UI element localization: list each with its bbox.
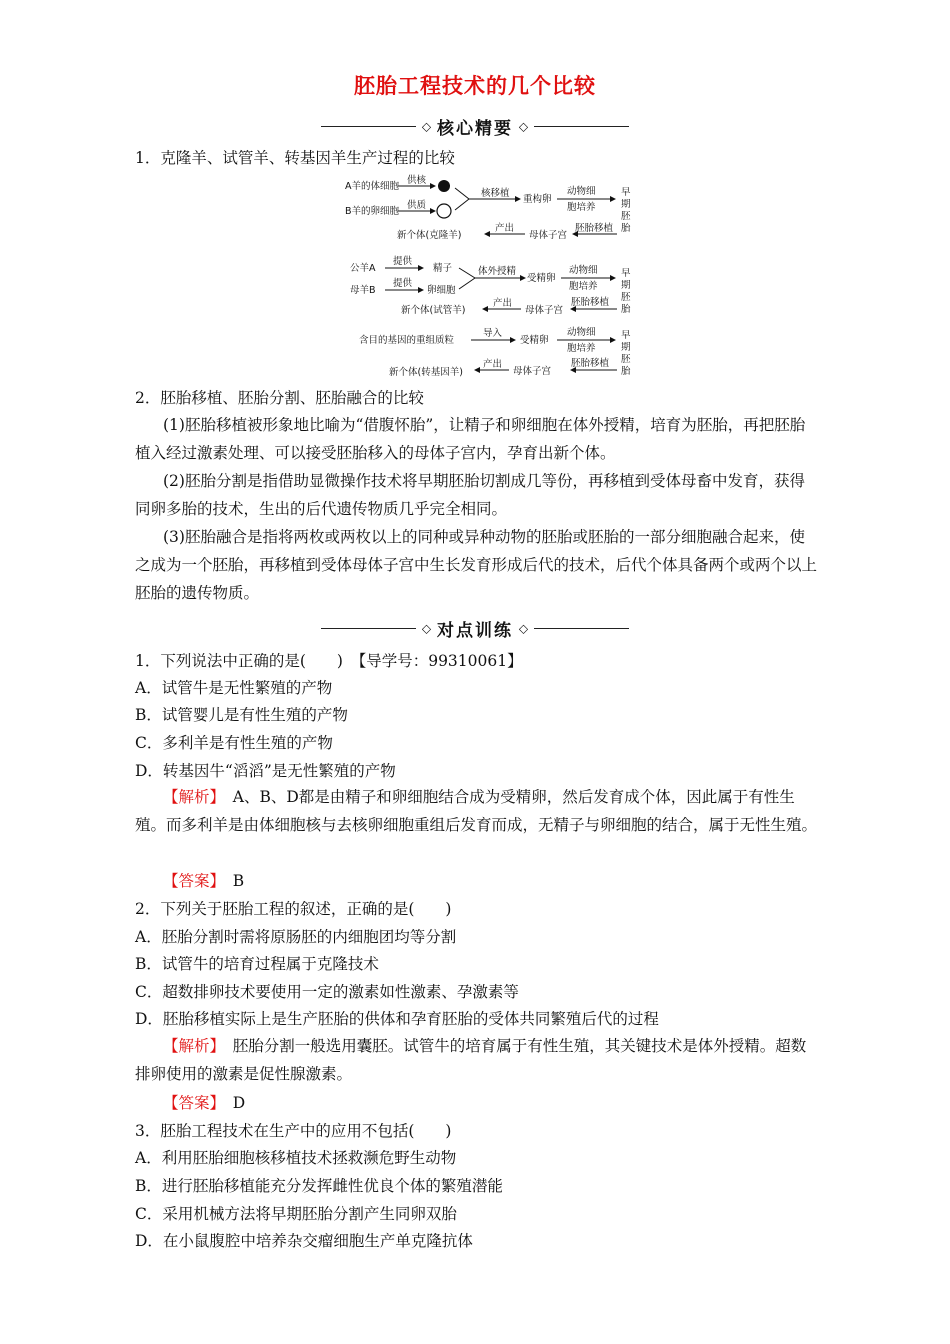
diagram-label: 新个体(克隆羊) <box>397 230 462 241</box>
diagram-label: 精子 <box>433 263 453 274</box>
section-label: 对点训练 <box>437 621 513 641</box>
diagram-label: 母体子宫 <box>513 366 552 377</box>
diagram-label: 早 <box>621 268 631 279</box>
diagram-label: 母体子宫 <box>529 230 568 241</box>
question-2-stem: 2．下列关于胚胎工程的叙述，正确的是( ) <box>135 900 452 918</box>
analysis-text: 胚胎分割一般选用囊胚。试管牛的培育属于有性生殖，其关键技术是体外授精。超数排卵使用的激素是促性腺激素。 <box>135 1037 807 1083</box>
analysis-tag: 【解析】 <box>163 788 218 806</box>
question-2-option: A．胚胎分割时需将原肠胚的内细胞团均等分割 <box>135 928 457 946</box>
diagram-label: 产出 <box>483 359 503 370</box>
question-1-option: A．试管牛是无性繁殖的产物 <box>135 679 333 697</box>
diagram-label: 卵细胞 <box>427 285 456 296</box>
answer-value: B <box>232 872 245 890</box>
diagram-label: 含目的基因的重组质粒 <box>359 335 455 346</box>
diagram-label: A羊的体细胞 <box>345 181 399 192</box>
diagram-label: 动物细 <box>567 327 596 338</box>
question-1-option: C．多利羊是有性生殖的产物 <box>135 734 333 752</box>
point-1-heading: 1．克隆羊、试管羊、转基因羊生产过程的比较 <box>135 149 455 167</box>
question-3-option: A．利用胚胎细胞核移植技术拯救濒危野生动物 <box>135 1149 457 1167</box>
diagram-label: 胚 <box>621 211 631 222</box>
diagram-label: 供质 <box>407 200 427 211</box>
diagram-label: 提供 <box>393 256 413 267</box>
diagram-label: 体外授精 <box>478 266 517 277</box>
nucleus-dot-icon <box>438 180 450 192</box>
diagram-label: 新个体(转基因羊) <box>389 367 463 378</box>
diagram-label: 提供 <box>393 278 413 289</box>
divider-line <box>534 628 629 629</box>
diagram-label: 重构卵 <box>523 194 552 205</box>
section-header-core <box>0 114 950 139</box>
question-3-option: C．采用机械方法将早期胚胎分割产生同卵双胎 <box>135 1205 457 1223</box>
diagram-label: 产出 <box>493 298 513 309</box>
divider-line <box>534 126 629 127</box>
question-3-option: D．在小鼠腹腔中培养杂交瘤细胞生产单克隆抗体 <box>135 1232 473 1250</box>
paragraph-embryo-splitting: (2)胚胎分割是指借助显微操作技术将早期胚胎切割成几等份，再移植到受体母畜中发育，获得同卵多胎的技术，生出的后代遗传物质几乎完全相同。 <box>135 472 805 518</box>
analysis-text: A、B、D都是由精子和卵细胞结合成为受精卵，然后发育成个体，因此属于有性生殖。而多利羊是由体细胞核与去核卵细胞重组后发育而成，无精子与卵细胞的结合，属于无性生殖。 <box>135 788 818 834</box>
diagram-label: 早 <box>621 330 631 341</box>
question-2-option: B．试管牛的培育过程属于克隆技术 <box>135 955 379 973</box>
diagram-clone-group <box>345 174 631 241</box>
diagram-label: 受精卵 <box>520 335 549 346</box>
question-1-analysis <box>135 783 820 839</box>
diagram-label: 胞培养 <box>567 343 596 354</box>
paragraph-embryo-fusion: (3)胚胎融合是指将两枚或两枚以上的同种或异种动物的胚胎或胚胎的一部分细胞融合起来，使之成为一个胚胎，再移植到受体母体子宫中生长发育形成后代的技术，后代个体具备两个或两个以上胚胎的遗传物质。 <box>135 528 818 602</box>
answer-value: D <box>232 1094 246 1112</box>
diagram-connector <box>455 188 469 199</box>
diagram-label: 胚胎移植 <box>571 297 610 308</box>
diagram-label: 期 <box>621 280 631 291</box>
diagram-label: 早 <box>621 187 631 198</box>
question-2-option: D．胚胎移植实际上是生产胚胎的供体和孕育胚胎的受体共同繁殖后代的过程 <box>135 1010 659 1028</box>
question-3-stem: 3．胚胎工程技术在生产中的应用不包括( ) <box>135 1122 452 1140</box>
diagram-label: 期 <box>621 342 631 353</box>
diamond-icon: ◇ <box>421 119 432 134</box>
diagram-label: 母羊B <box>350 285 376 296</box>
diagram-label: 胚 <box>621 354 631 365</box>
diagram-label: B羊的卵细胞 <box>345 206 400 217</box>
analysis-tag: 【解析】 <box>163 1037 218 1055</box>
diagram-label: 胞培养 <box>569 281 598 292</box>
question-1-answer <box>163 871 244 891</box>
diagram-label: 导入 <box>483 328 503 339</box>
section-header-practice <box>0 616 950 641</box>
diamond-icon: ◇ <box>518 119 529 134</box>
question-2-answer <box>163 1093 245 1113</box>
diagram-label: 母体子宫 <box>525 305 564 316</box>
diagram-label: 胎 <box>621 223 631 234</box>
page-title: 胚胎工程技术的几个比较 <box>354 73 596 98</box>
diagram-label: 胚胎移植 <box>571 358 610 369</box>
divider-line <box>321 126 416 127</box>
diagram-label: 产出 <box>495 223 515 234</box>
diagram-label: 动物细 <box>567 186 596 197</box>
diagram-connector <box>459 268 475 278</box>
diagram-connector <box>459 278 475 289</box>
diagram-label: 核移植 <box>481 188 510 199</box>
diagram-transgenic-group <box>359 326 631 378</box>
diagram-label: 胚胎移植 <box>575 223 614 234</box>
question-3-option: B．进行胚胎移植能充分发挥雌性优良个体的繁殖潜能 <box>135 1177 503 1195</box>
question-1-stem: 1．下列说法中正确的是( ) 【导学号：99310061】 <box>135 652 523 670</box>
section-label: 核心精要 <box>437 119 513 139</box>
divider-line <box>321 628 416 629</box>
question-1-option: B．试管婴儿是有性生殖的产物 <box>135 706 348 724</box>
answer-tag: 【答案】 <box>163 1094 218 1112</box>
diagram-label: 胞培养 <box>567 202 596 213</box>
question-2-option: C．超数排卵技术要使用一定的激素如性激素、孕激素等 <box>135 983 519 1001</box>
diagram-label: 新个体(试管羊) <box>401 305 466 316</box>
diamond-icon: ◇ <box>421 621 432 636</box>
diagram-label: 胎 <box>621 366 631 377</box>
diagram-label: 动物细 <box>569 265 598 276</box>
diagram-label: 受精卵 <box>527 273 556 284</box>
diagram-label: 供核 <box>407 175 427 186</box>
process-comparison-diagram <box>345 172 645 382</box>
paragraph-embryo-transfer: (1)胚胎移植被形象地比喻为“借腹怀胎”，让精子和卵细胞在体外授精，培育为胚胎，再把胚胎植入经过激素处理、可以接受胚胎移入的母体子宫内，孕育出新个体。 <box>135 416 806 462</box>
point-2-heading: 2．胚胎移植、胚胎分割、胚胎融合的比较 <box>135 389 424 407</box>
diagram-label: 期 <box>621 199 631 210</box>
diagram-ivf-group <box>350 255 631 316</box>
question-2-analysis <box>135 1032 820 1088</box>
diamond-icon: ◇ <box>518 621 529 636</box>
egg-circle-icon <box>437 204 451 218</box>
diagram-label: 胎 <box>621 304 631 315</box>
question-1-option: D．转基因牛“滔滔”是无性繁殖的产物 <box>135 762 396 780</box>
diagram-connector <box>455 199 469 210</box>
answer-tag: 【答案】 <box>163 872 218 890</box>
diagram-label: 公羊A <box>350 263 376 274</box>
diagram-label: 胚 <box>621 292 631 303</box>
